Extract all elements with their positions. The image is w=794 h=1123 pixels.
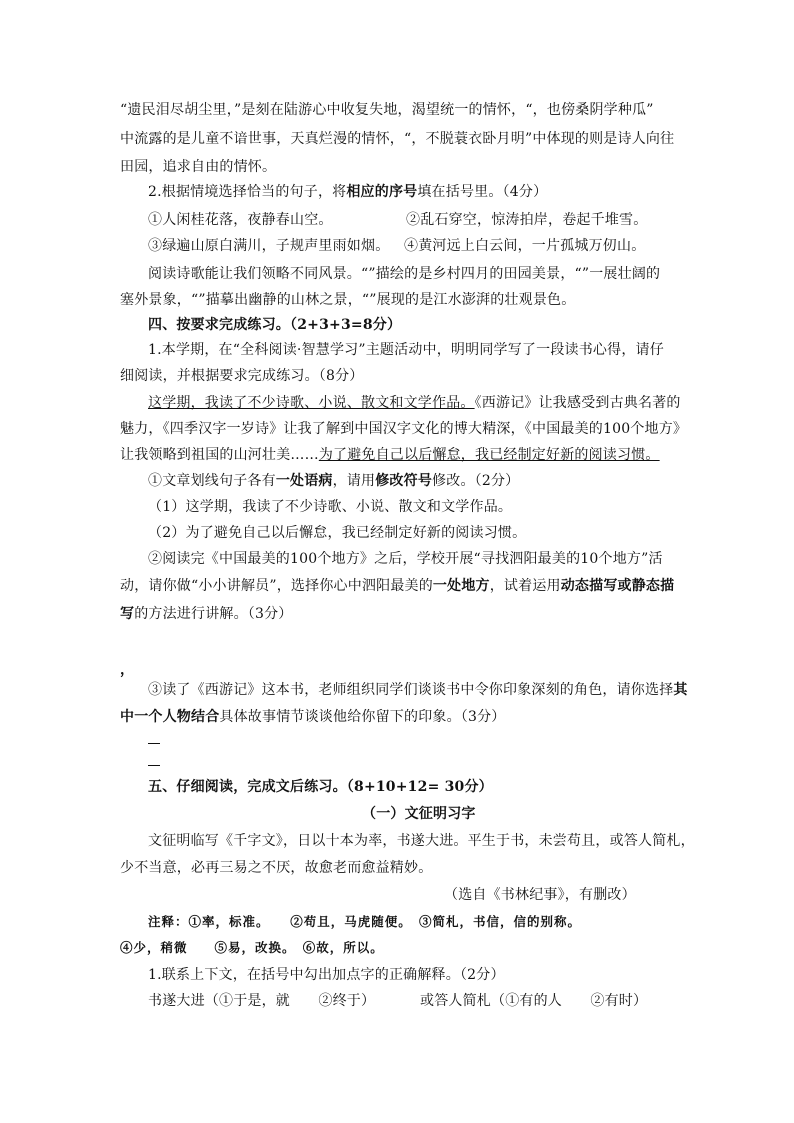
emphasis-text: 一处地方 [432,578,490,594]
text-line: （1）这学期，我读了不少诗歌、小说、散文和文学作品。 [148,499,513,515]
text-span: 的方法进行讲解。（3分） [134,606,293,622]
option-2: ②乱石穿空，惊涛拍岸，卷起千堆雪。 [406,212,648,228]
text-line: 细阅读，并根据要求完成练习。（8分） [120,368,364,384]
text-span: 2.根据情境选择恰当的句子，将 [148,184,347,200]
question-line [148,471,519,491]
question-line [148,991,668,1011]
emphasis-text: 中一个人物结合 [120,709,220,725]
passage-line [148,393,681,413]
option-4: ④黄河远上白云间，一片孤城万仞山。 [404,238,646,254]
text-line: 1.本学期，在“全科阅读·智慧学习”主题活动中，明明同学写了一段读书心得，请仔 [148,342,664,358]
question-line [148,182,547,202]
text-span: ，试着运用 [489,578,561,594]
section-heading: 五、仔细阅读，完成文后练习。（8+10+12= 30分） [148,779,493,795]
source-citation: （选自《书林纪事》，有删改） [444,887,636,903]
emphasis-text: 一处语病 [275,473,333,489]
question-line: 1.联系上下文，在括号中勾出加点字的正确解释。（2分） [148,967,505,983]
text-line: 塞外景象，“”描摹出幽静的山林之景，“”展现的是江水澎湃的壮观景色。 [120,292,576,308]
stray-comma: ， [120,662,134,678]
question-line [120,576,674,596]
notes-line: ④少，稍微 ⑤易，改换。 ⑥故，所以。 [120,940,384,955]
answer-line [148,765,160,766]
emphasis-text: 写 [120,606,135,622]
text-span: 让我领略到祖国的山河壮美…… [120,447,319,463]
section-heading: 四、按要求完成练习。（2+3+3=8分） [148,317,402,333]
text-span: ①文章划线句子各有 [148,473,276,489]
question-line [120,604,293,624]
text-span: 修改。（2分） [432,473,520,489]
text-span: ，请用 [332,473,376,489]
text-line: 中流露的是儿童不谙世事，天真烂漫的情怀，“，不脱蓑衣卧月明”中体现的则是诗人向往 [120,131,675,147]
text-line: 少不当意，必再三易之不厌，故愈老而愈益精妙。 [120,860,433,876]
option-row [148,236,668,256]
option-3: ③绿遍山原白满川，子规声里雨如烟。 [148,238,390,254]
answer-line [148,743,160,744]
text-span: 具体故事情节谈谈他给你留下的印象。（3分） [219,709,506,725]
text-span: 动，请你做“小小讲解员”，选择你心中泗阳最美的 [120,578,433,594]
text-span: 填在括号里。（4分） [417,184,548,200]
text-line: ②阅读完《中国最美的100个地方》之后，学校开展“寻找泗阳最美的10个地方”活 [148,551,663,567]
option-row [148,210,648,230]
underlined-sentence: 这学期，我读了不少诗歌、小说、散文和文学作品。 [148,395,475,411]
emphasis-text: 动态描写或静态描 [560,578,675,594]
text-line: 魅力，《四季汉字一岁诗》让我了解到中国汉字文化的博大精深，《中国最美的100个地方》 [120,421,688,437]
notes-line: 注释：①率，标准。 ②苟且，马虎随便。 ③简札，书信，信的别称。 [148,914,582,929]
text-span: ③读了《西游记》这本书，老师组织同学们谈谈书中令你印象深刻的角色，请你选择 [148,682,674,698]
text-line: 田园，追求自由的情怀。 [120,159,277,175]
passage-title: （一）文征明习字 [362,806,476,822]
text-line: “遗民泪尽胡尘里，”是刻在陆游心中收复失地，渴望统一的情怀，“，也傍桑阴学种瓜” [120,102,654,118]
passage-line [120,445,660,465]
emphasis-text: 其 [673,682,688,698]
emphasis-text: 修改符号 [375,473,433,489]
emphasis-text: 相应的序号 [346,184,418,200]
text-line: 阅读诗歌能让我们领略不同风景。“”描绘的是乡村四月的田园美景，“”一展壮阔的 [148,266,661,282]
underlined-sentence: 为了避免自己以后懈怠，我已经制定好新的阅读习惯。 [318,447,660,463]
answer-choice-2: 或答人简札（①有的人 ②有时） [420,993,648,1009]
text-line: 文征明临写《千字文》，日以十本为率，书遂大进。平生于书，未尝苟且，或答人简札， [148,833,695,849]
answer-choice-1: 书遂大进（①于是，就 ②终于） [148,993,376,1009]
text-span: 《西游记》让我感受到古典名著的 [474,395,681,411]
option-1: ①人闲桂花落，夜静春山空。 [148,212,333,228]
text-line: （2）为了避免自己以后懈怠，我已经制定好新的阅读习惯。 [148,525,527,541]
question-line [120,707,506,727]
question-line [148,680,688,700]
